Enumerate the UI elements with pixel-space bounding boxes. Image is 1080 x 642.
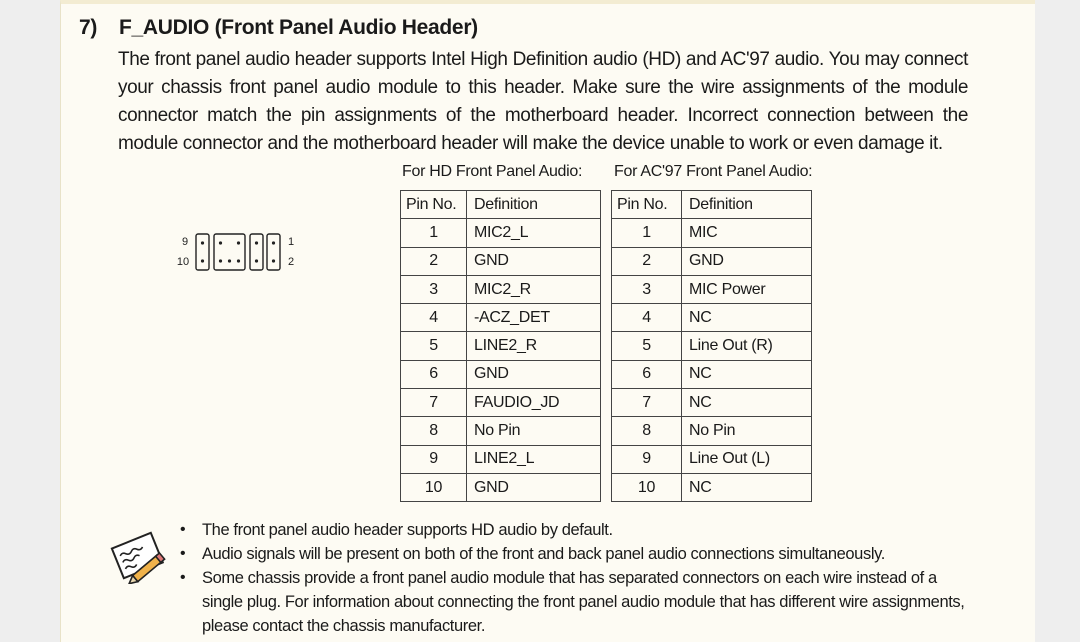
pin-number: 5	[612, 332, 682, 360]
pin-number: 4	[401, 304, 467, 332]
table-row	[612, 389, 812, 417]
section-paragraph: The front panel audio header supports Intel High Definition audio (HD) and AC'97 audio. You may connect your chassis front panel audio module to this header. Make sure the wire assignments of the module connector match the pin assignments of the motherboard header. Incorrect connection between the module connector and the motherboard header will make the device unable to work or even damage it.	[118, 49, 968, 154]
pin-definition: Line Out (L)	[682, 445, 812, 473]
table-row	[612, 275, 812, 303]
list-item: • Audio signals will be present on both of the front and back panel audio connections simultaneously.	[176, 542, 966, 566]
pin-definition: MIC Power	[682, 275, 812, 303]
pin-number: 6	[401, 360, 467, 388]
pin-definition: LINE2_R	[467, 332, 601, 360]
pin-number: 9	[401, 445, 467, 473]
manual-page	[60, 0, 1035, 642]
pin-definition: -ACZ_DET	[467, 304, 601, 332]
section-number: 7)	[79, 16, 98, 39]
pin-label-9: 9	[181, 236, 189, 248]
pin-label-10: 10	[176, 256, 190, 268]
pin-number: 5	[401, 332, 467, 360]
pin-definition: GND	[682, 247, 812, 275]
note-pencil-icon	[109, 529, 171, 584]
pin-number: 7	[401, 389, 467, 417]
pin-number: 1	[401, 219, 467, 247]
section-heading	[79, 16, 478, 40]
pin-number: 10	[612, 473, 682, 501]
pin-header-icon	[171, 232, 301, 272]
pin-definition: NC	[682, 473, 812, 501]
table-header-row	[612, 191, 812, 219]
pin-definition: LINE2_L	[467, 445, 601, 473]
table-row	[612, 417, 812, 445]
table-row	[612, 247, 812, 275]
table-row	[401, 275, 601, 303]
pin-definition: No Pin	[467, 417, 601, 445]
pin-definition: GND	[467, 360, 601, 388]
table-header-row	[401, 191, 601, 219]
pin-label-1: 1	[288, 236, 295, 248]
table-row	[401, 417, 601, 445]
table-row	[612, 360, 812, 388]
pin-definition: MIC2_L	[467, 219, 601, 247]
table-row	[401, 247, 601, 275]
table-row	[401, 389, 601, 417]
pin-number: 3	[401, 275, 467, 303]
pin-definition: NC	[682, 304, 812, 332]
pin-number: 3	[612, 275, 682, 303]
table-row	[401, 445, 601, 473]
pin-definition: GND	[467, 247, 601, 275]
section-title: F_AUDIO (Front Panel Audio Header)	[119, 16, 478, 39]
pin-definition: NC	[682, 360, 812, 388]
table-row	[612, 332, 812, 360]
pin-definition: No Pin	[682, 417, 812, 445]
pin-number: 2	[401, 247, 467, 275]
column-header-definition: Definition	[467, 191, 601, 219]
column-header-pin: Pin No.	[612, 191, 682, 219]
pin-number: 6	[612, 360, 682, 388]
pin-definition: GND	[467, 473, 601, 501]
table-row	[401, 332, 601, 360]
list-item: • The front panel audio header supports HD audio by default.	[176, 518, 966, 542]
hd-pin-table	[400, 190, 601, 502]
ac97-table-caption: For AC'97 Front Panel Audio:	[614, 163, 813, 180]
pin-number: 7	[612, 389, 682, 417]
table-row	[401, 473, 601, 501]
table-row	[612, 219, 812, 247]
column-header-definition: Definition	[682, 191, 812, 219]
pin-definition: NC	[682, 389, 812, 417]
pin-definition: MIC	[682, 219, 812, 247]
table-row	[612, 445, 812, 473]
table-row	[612, 473, 812, 501]
pin-label-2: 2	[288, 256, 295, 268]
pin-definition: Line Out (R)	[682, 332, 812, 360]
pin-number: 4	[612, 304, 682, 332]
pin-definition: FAUDIO_JD	[467, 389, 601, 417]
pin-number: 8	[612, 417, 682, 445]
table-row	[401, 219, 601, 247]
pin-definition: MIC2_R	[467, 275, 601, 303]
table-row	[612, 304, 812, 332]
notes-list	[176, 518, 966, 638]
pin-number: 10	[401, 473, 467, 501]
pin-number: 1	[612, 219, 682, 247]
table-row	[401, 360, 601, 388]
pin-number: 9	[612, 445, 682, 473]
list-item: • Some chassis provide a front panel audio module that has separated connectors on each wire instead of a single plug. For information about connecting the front panel audio module that has different wire assignments, please contact the chassis manufacturer.	[176, 566, 966, 638]
pin-number: 8	[401, 417, 467, 445]
ac97-pin-table	[611, 190, 812, 502]
table-row	[401, 304, 601, 332]
column-header-pin: Pin No.	[401, 191, 467, 219]
hd-table-caption: For HD Front Panel Audio:	[402, 163, 583, 180]
pin-number: 2	[612, 247, 682, 275]
